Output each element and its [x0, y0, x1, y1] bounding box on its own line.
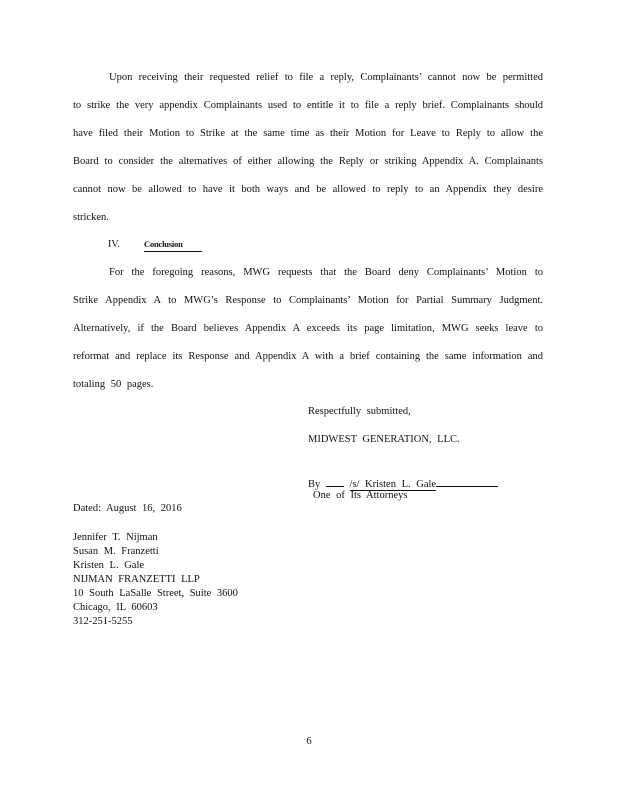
section-number: IV.	[108, 239, 120, 250]
counsel-phone: 312-251-5255	[73, 616, 133, 627]
signature-company: MIDWEST GENERATION, LLC.	[308, 434, 460, 445]
section-title: Conclusion	[144, 237, 202, 252]
counsel-block	[73, 531, 238, 629]
signature-underline	[436, 476, 498, 487]
dated-line: Dated: August 16, 2016	[73, 503, 182, 514]
signature-line	[308, 476, 498, 490]
signature-underline	[326, 476, 344, 487]
page-number: 6	[306, 736, 312, 747]
counsel-name: Kristen L. Gale	[73, 560, 145, 571]
counsel-address-line: Chicago, IL 60603	[73, 602, 158, 613]
counsel-firm: NIJMAN FRANZETTI LLP	[73, 574, 200, 585]
paragraph-text: For the foregoing reasons, MWG requests that the Board deny Complainants’ Motion to Strike Appendix A to MWG’s Response to Complainants’ Motion for Partial Summary Judgment. Alternatively, if the Board believes Appendix A exceeds its page limitation, MWG seeks leave to reformat and replace its Response and Appendix A with a brief containing the same information and totaling 50 pages.	[73, 267, 543, 390]
signature-role: One of Its Attorneys	[313, 490, 408, 501]
body-paragraph-conclusion	[73, 259, 543, 399]
body-paragraph-reply	[73, 64, 543, 232]
signature-by-label: By	[308, 479, 321, 490]
signature-closing: Respectfully submitted,	[308, 406, 411, 417]
section-heading	[108, 237, 202, 252]
paragraph-text: Upon receiving their requested relief to file a reply, Complainants’ cannot now be permitted to strike the very appendix Complainants used to entitle it to file a reply brief. Complainants should have filed their Motion to Strike at the same time as their Motion for Leave to Reply to allow the Board to consider the alternatives of either allowing the Reply or striking Appendix A. Complainants cannot now be allowed to have it both ways and be allowed to reply to an Appendix they desire stricken.	[73, 72, 543, 223]
counsel-name: Susan M. Franzetti	[73, 546, 159, 557]
counsel-name: Jennifer T. Nijman	[73, 532, 158, 543]
counsel-address-line: 10 South LaSalle Street, Suite 3600	[73, 588, 238, 599]
signature-signed-name: /s/ Kristen L. Gale	[349, 479, 437, 490]
